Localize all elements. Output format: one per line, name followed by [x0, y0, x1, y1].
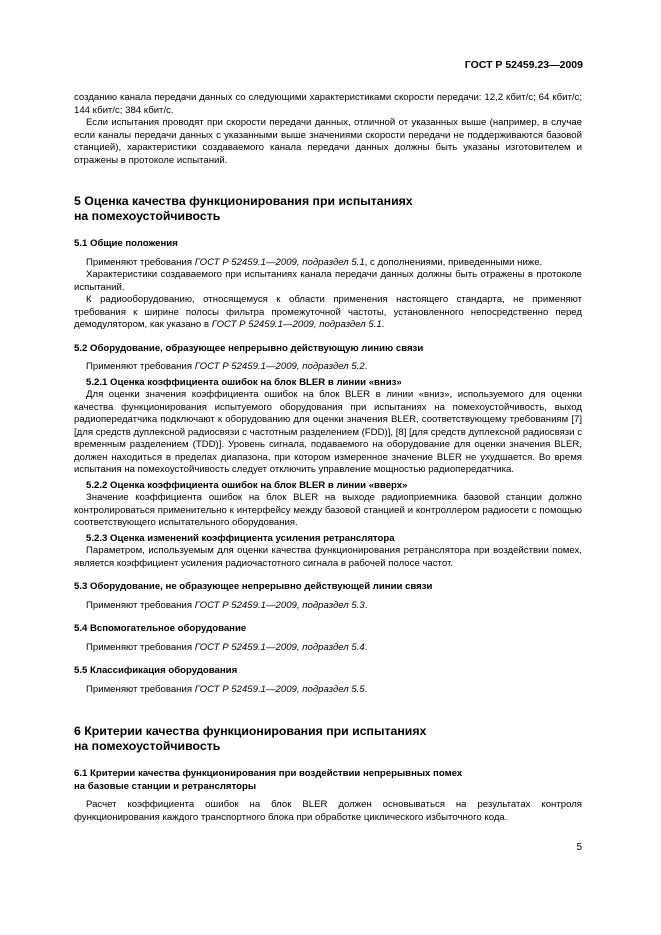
paragraph-intro-2: Если испытания проводят при скорости передачи данных, отличной от указанных выше (например, в случае если каналы передачи данных с указанными выше значениями скорости передачи не поддерживаются базовой станцией), характеристики создаваемого канала передачи данных должны быть указаны изготовителем и отражены в протоколе испытаний. [74, 117, 582, 166]
document-body [74, 92, 582, 824]
subsection-5-2-3-heading: 5.2.3 Оценка изменений коэффициента усиления ретранслятора [86, 532, 395, 544]
subsection-5-1-paragraph-1: Применяют требования ГОСТ Р 52459.1—2009, подраздел 5.1, с дополнениями, приведенными ниже. [86, 256, 543, 268]
subsection-5-1-paragraph-2: Характеристики создаваемого при испытаниях канала передачи данных должны быть отражены в протоколе испытаний. [74, 269, 582, 293]
gost-reference: ГОСТ Р 52459.1—2009, подраздел 5.2 [194, 361, 365, 372]
subsection-5-4-heading: 5.4 Вспомогательное оборудование [74, 623, 247, 634]
subsection-6-1-text: Расчет коэффициента ошибок на блок BLER должен основываться на результатах контроля функционирования каждого транспортного блока при обработке циклического избыточного кода. [74, 799, 582, 823]
section-5-heading [74, 194, 582, 224]
gost-reference: ГОСТ Р 52459.1—2009, подраздел 5.5 [194, 683, 365, 695]
subsection-5-3-text: Применяют требования ГОСТ Р 52459.1—2009, подраздел 5.3. [86, 599, 368, 611]
gost-reference: ГОСТ Р 52459.1—2009, подраздел 5.4 [194, 641, 365, 653]
subsection-5-2-1-heading: 5.2.1 Оценка коэффициента ошибок на блок BLER в линии «вниз» [86, 376, 402, 388]
section-5-heading-line2: на помехоустойчивость [74, 209, 221, 223]
paragraph-intro-continued: созданию канала передачи данных со следующими характеристиками скорости передачи: 12,2 кбит/с; 64 кбит/с; 144 кбит/с; 384 кбит/с. [74, 92, 582, 116]
section-6-heading-line1: 6 Критерии качества функционирования при испытаниях [74, 724, 427, 738]
section-5-heading-line1: 5 Оценка качества функционирования при испытаниях [74, 194, 413, 208]
page-number: 5 [576, 842, 582, 853]
subsection-6-1-heading-line2: на базовые станции и ретрансляторы [74, 780, 257, 792]
subsection-5-5-heading: 5.5 Классификация оборудования [74, 665, 238, 676]
subsection-5-2-paragraph: Применяют требования ГОСТ Р 52459.1—2009, подраздел 5.2. [86, 361, 368, 372]
subsection-5-2-2-text: Значение коэффициента ошибок на блок BLER на выходе радиоприемника базовой станции должно контролироваться применительно к интерфейсу между базовой станцией и контроллером радиосети с помощью соответствующего испытательного оборудования. [74, 492, 582, 528]
subsection-5-4-text: Применяют требования ГОСТ Р 52459.1—2009, подраздел 5.4. [86, 641, 368, 653]
subsection-5-1-heading: 5.1 Общие положения [74, 238, 178, 249]
subsection-5-5-text: Применяют требования ГОСТ Р 52459.1—2009, подраздел 5.5. [86, 683, 368, 695]
subsection-6-1-heading-line1: 6.1 Критерии качества функционирования при воздействии непрерывных помех [74, 768, 463, 779]
section-6-heading [74, 724, 582, 754]
gost-reference: ГОСТ Р 52459.1—2009, подраздел 5.1 [194, 256, 365, 268]
subsection-5-2-2-heading: 5.2.2 Оценка коэффициента ошибок на блок BLER в линии «вверх» [86, 479, 408, 491]
subsection-5-3-heading: 5.3 Оборудование, не образующее непрерывно действующей линии связи [74, 581, 433, 592]
subsection-5-1-paragraph-3: К радиооборудованию, относящемуся к области применения настоящего стандарта, не применяют требования к ширине полосы фильтра промежуточной частоты, установленного непосредственно перед демодулятором, как указано в ГОСТ Р 52459.1—2009, подраздел 5.1. [74, 294, 582, 330]
gost-reference: ГОСТ Р 52459.1—2009, подраздел 5.3 [194, 599, 365, 611]
subsection-5-2-1-text: Для оценки значения коэффициента ошибок на блок BLER в линии «вниз», используемого для оценки качества функционирования испытуемого оборудования при испытаниях на помехоустойчивость, выход радиопередатчика подключают к оборудованию для оценки значения BLER, соответствующему требованиям [7] [для средств дуплексной радиосвязи с частотным разделением (FDD)], [8] [для средств дуплексной радиосвязи с временным разделением (TDD)]. Уровень сигнала, подаваемого на оборудование для оценки значения BLER, должен находиться в пределах диапазона, при котором измеренное значение BLER не ухудшается. Во время испытания на помехоустойчивость следует отключить управление мощностью радиопередатчика. [74, 389, 582, 475]
gost-reference: ГОСТ Р 52459.1—2009, подраздел 5.1 [211, 319, 382, 330]
subsection-5-2-3-text: Параметром, используемым для оценки качества функционирования ретранслятора при воздействии помех, является коэффициент усиления радиочастотного сигнала в рабочей полосе частот. [74, 545, 582, 569]
section-6-heading-line2: на помехоустойчивость [74, 739, 221, 753]
subsection-6-1-heading [74, 768, 582, 793]
subsection-5-2-heading: 5.2 Оборудование, образующее непрерывно действующую линию связи [74, 342, 424, 354]
document-header: ГОСТ Р 52459.23—2009 [464, 59, 583, 71]
